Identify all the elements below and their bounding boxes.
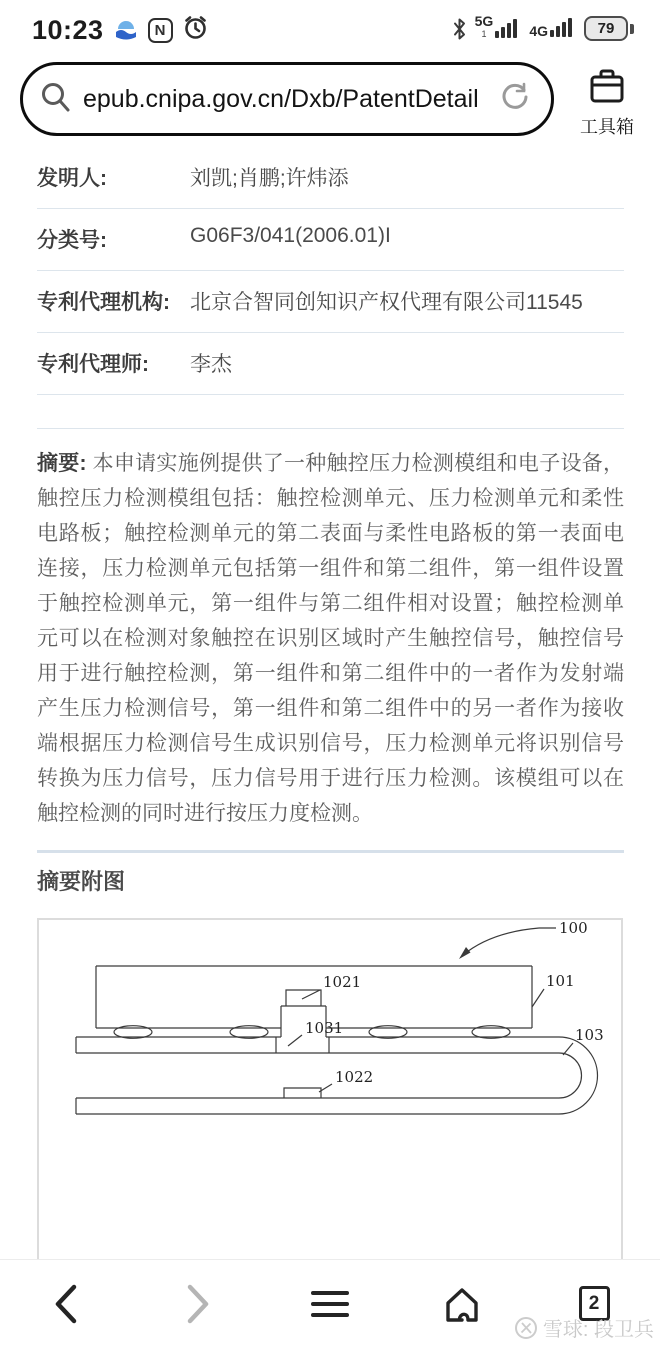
ref-label-101: 101 (546, 972, 575, 990)
alarm-icon (182, 14, 209, 46)
nfc-icon: N (148, 18, 173, 43)
ref-label-1021: 1021 (323, 973, 362, 991)
field-label: 分类号: (37, 229, 107, 252)
signal-4g: 4G (529, 14, 576, 38)
field-label: 专利代理师: (37, 353, 149, 376)
home-button[interactable] (432, 1274, 492, 1334)
clock-time: 10:23 (32, 14, 104, 45)
bluetooth-icon (452, 17, 467, 46)
toolbox-icon (588, 68, 626, 109)
abstract-paragraph (37, 446, 624, 831)
section-divider (37, 850, 624, 853)
back-button[interactable] (36, 1274, 96, 1334)
field-value: 北京合智同创知识产权代理有限公司11545 (190, 291, 583, 314)
browser-toolbar (0, 54, 660, 145)
field-value: 刘凯;肖鹏;许炜添 (190, 167, 349, 190)
field-row-agency (37, 271, 624, 333)
xueqiu-watermark (514, 1313, 654, 1342)
abstract-text: 本申请实施例提供了一种触控压力检测模组和电子设备，触控压力检测模组包括：触控检测单元、压力检测单元和柔性电路板；触控检测单元的第二表面与柔性电路板的第一表面电连接，压力检测单元包括第一组件和第二组件，第一组件设置于触控检测单元，第一组件与第二组件相对设置；触控检测单元可以在检测对象触控在识别区域时产生触控信号，触控信号用于进行触控检测，第一组件和第二组件中的一者作为发射端产生压力检测信号，第一组件和第二组件中的另一者作为接收端根据压力检测信号生成识别信号，压力检测单元将识别信号转换为压力信号，压力信号用于进行压力检测。该模组可以在触控检测的同时进行按压力度检测。 (37, 452, 624, 825)
field-row-agent (37, 333, 624, 395)
field-label: 专利代理机构: (37, 291, 170, 314)
abstract-label: 摘要: (37, 452, 87, 475)
field-value: G06F3/041(2006.01)I (190, 224, 391, 247)
toolbox-button[interactable] (570, 62, 644, 139)
watermark-text: 雪球: 段卫兵 (542, 1319, 654, 1341)
xueqiu-logo-icon (514, 1316, 538, 1340)
reload-icon[interactable] (499, 81, 531, 118)
toolbox-label: 工具箱 (580, 117, 634, 137)
arrowhead-100 (459, 947, 471, 959)
search-icon (39, 80, 73, 119)
ref-label-1031: 1031 (305, 1019, 344, 1037)
status-bar (0, 0, 660, 54)
field-row-classification (37, 209, 624, 271)
weather-icon (113, 17, 139, 43)
tab-count-badge: 2 (579, 1286, 610, 1321)
field-label: 发明人: (37, 167, 107, 190)
ref-label-103: 103 (575, 1026, 604, 1044)
ref-label-1022: 1022 (335, 1068, 374, 1086)
field-value: 李杰 (190, 353, 232, 376)
signal-5g: 5G 1 (475, 14, 522, 39)
url-text[interactable]: epub.cnipa.gov.cn/Dxb/PatentDetail (83, 84, 479, 113)
battery-indicator: 79 (584, 16, 634, 41)
field-row-inventor (37, 147, 624, 209)
empty-field-row (37, 395, 624, 429)
ref-label-100: 100 (559, 920, 588, 937)
forward-button[interactable] (168, 1274, 228, 1334)
patent-detail-page (0, 145, 660, 1323)
figure-section-title: 摘要附图 (37, 869, 126, 894)
menu-button[interactable] (300, 1274, 360, 1334)
address-bar[interactable] (20, 62, 554, 136)
